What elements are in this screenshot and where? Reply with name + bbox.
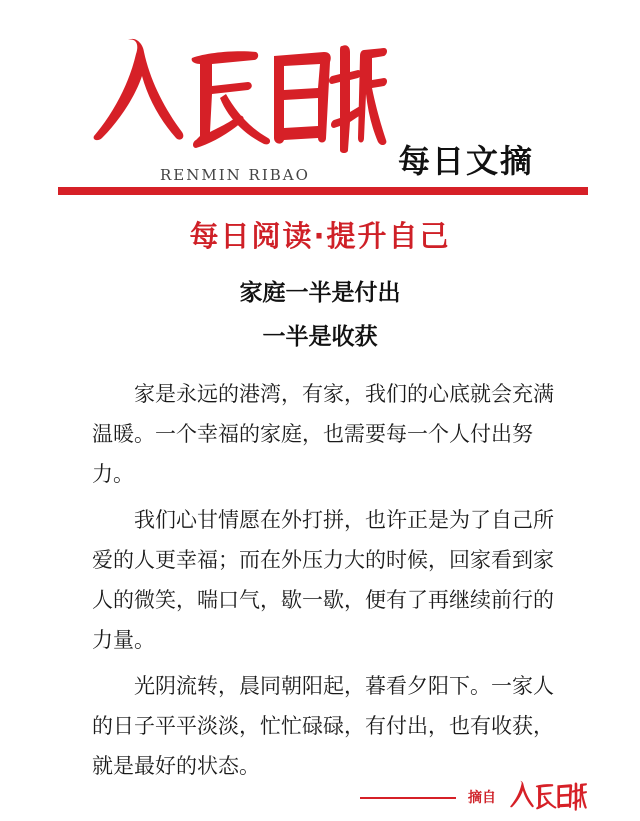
source-label: 摘自 — [468, 790, 496, 806]
article-title-line-1: 家庭一半是付出 — [239, 280, 401, 306]
newspaper-logo — [88, 28, 388, 158]
article-paragraph: 我们心甘情愿在外打拼，也许正是为了自己所爱的人更幸福；而在外压力大的时候，回家看到家人的微笑，喘口气，歇一歇，便有了再继续前行的力量。 — [92, 508, 554, 652]
article-body — [92, 374, 570, 792]
source-logo — [508, 778, 588, 812]
logo-pinyin: RENMIN RIBAO — [160, 166, 310, 184]
masthead — [0, 0, 640, 200]
column-tag: 每日文摘 — [398, 142, 535, 180]
source-divider — [360, 797, 456, 799]
source-credit — [360, 778, 600, 814]
newspaper-logo-graphic — [88, 28, 388, 158]
masthead-divider — [58, 187, 588, 195]
article-paragraph: 家是永远的港湾，有家，我们的心底就会充满温暖。一个幸福的家庭，也需要每一个人付出努力。 — [92, 382, 554, 486]
article-title-line-2: 一半是收获 — [262, 324, 378, 350]
slogan: 每日阅读·提升自己 — [189, 219, 451, 253]
article-paragraph: 光阴流转，晨同朝阳起，暮看夕阳下。一家人的日子平平淡淡，忙忙碌碌，有付出，也有收获，就是最好的状态。 — [92, 674, 554, 778]
source-logo-graphic — [508, 778, 588, 812]
